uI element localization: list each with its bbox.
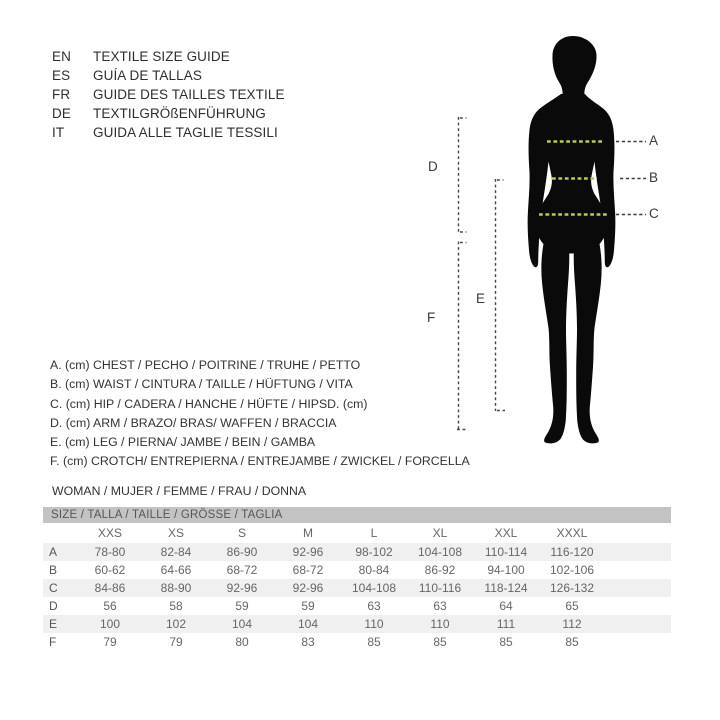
size-cell: 78-80 xyxy=(77,543,143,561)
size-cell: 85 xyxy=(499,635,513,649)
size-cell: 86-90 xyxy=(209,543,275,561)
language-title: TEXTILGRÖßENFÜHRUNG xyxy=(93,106,266,121)
size-cell-filler xyxy=(605,615,671,633)
silhouette-right-leg xyxy=(574,232,602,443)
language-title-list xyxy=(52,47,285,142)
row-label: D xyxy=(49,599,58,613)
size-header-filler xyxy=(605,523,671,543)
language-title: TEXTILE SIZE GUIDE xyxy=(93,49,230,64)
size-cell: 59 xyxy=(301,599,315,613)
size-cell: 84-86 xyxy=(77,579,143,597)
size-cell: 86-92 xyxy=(424,563,456,577)
language-row xyxy=(52,85,285,104)
size-cell: 85 xyxy=(565,635,579,649)
row-label: A xyxy=(43,543,77,561)
language-row xyxy=(52,123,285,142)
size-cell: 63 xyxy=(433,599,447,613)
size-cell: 68-72 xyxy=(226,563,258,577)
table-row xyxy=(43,633,671,651)
size-cell: 64 xyxy=(499,599,513,613)
measure-label-arm: D xyxy=(428,159,438,174)
measure-label-chest: A xyxy=(649,133,659,148)
size-cell: 58 xyxy=(169,599,183,613)
legend-line-chest: A. (cm) CHEST / PECHO / POITRINE / TRUHE / PETTO xyxy=(50,358,361,372)
size-cell: 92-96 xyxy=(209,579,275,597)
size-cell-filler xyxy=(605,633,671,651)
language-title: GUIDE DES TAILLES TEXTILE xyxy=(93,87,285,102)
row-label: E xyxy=(43,615,77,633)
measure-label-crotch: F xyxy=(427,310,436,325)
language-title: GUÍA DE TALLAS xyxy=(93,68,202,83)
measure-label-waist: B xyxy=(649,170,659,185)
size-cell: 63 xyxy=(367,599,381,613)
size-cell-filler xyxy=(605,579,671,597)
size-cell: 60-62 xyxy=(94,563,126,577)
size-cell: 68-72 xyxy=(292,563,324,577)
legend-line-waist: B. (cm) WAIST / CINTURA / TAILLE / HÜFTUNG / VITA xyxy=(50,377,353,392)
silhouette-left-leg xyxy=(541,232,569,443)
size-cell: 80-84 xyxy=(358,563,390,577)
table-row xyxy=(43,597,671,615)
language-title: GUIDA ALLE TAGLIE TESSILI xyxy=(93,125,278,140)
language-code: FR xyxy=(52,87,71,102)
size-cell-filler xyxy=(605,597,671,615)
size-cell: 126-132 xyxy=(539,579,605,597)
size-cell: 110-116 xyxy=(407,579,473,597)
language-row xyxy=(52,66,285,85)
size-cell: 79 xyxy=(169,635,183,649)
size-cell: 116-120 xyxy=(539,543,605,561)
language-code: IT xyxy=(52,125,65,140)
table-row xyxy=(43,579,671,597)
table-row xyxy=(43,543,671,561)
size-cell: 118-124 xyxy=(473,579,539,597)
size-cell: 104-108 xyxy=(407,543,473,561)
size-header: XXS xyxy=(97,526,122,540)
size-cell: 110 xyxy=(407,615,473,633)
woman-silhouette xyxy=(528,36,616,443)
size-cell: 83 xyxy=(301,635,315,649)
size-table xyxy=(43,507,671,651)
language-code: ES xyxy=(52,68,71,83)
language-row xyxy=(52,47,285,66)
size-cell: 104 xyxy=(209,615,275,633)
size-table-title: SIZE / TALLA / TAILLE / GRÖSSE / TAGLIA xyxy=(43,507,671,523)
legend-line-hip: C. (cm) HIP / CADERA / HANCHE / HÜFTE / HIPSD. (cm) xyxy=(50,396,368,411)
measure-label-hip: C xyxy=(649,206,659,221)
measure-label-leg: E xyxy=(476,291,486,306)
size-cell: 111 xyxy=(473,615,539,633)
size-cell: 100 xyxy=(77,615,143,633)
size-header: XXXL xyxy=(556,526,588,540)
size-cell: 94-100 xyxy=(487,563,525,577)
language-code: DE xyxy=(52,106,71,121)
legend-line-crotch: F. (cm) CROTCH/ ENTREPIERNA / ENTREJAMBE / ZWICKEL / FORCELLA xyxy=(50,454,470,469)
size-cell: 65 xyxy=(565,599,579,613)
row-label: F xyxy=(49,635,57,649)
row-label: B xyxy=(49,563,58,577)
table-row xyxy=(43,561,671,579)
size-cell: 112 xyxy=(539,615,605,633)
size-cell: 102-106 xyxy=(549,563,595,577)
size-header-empty xyxy=(43,523,77,543)
size-cell-filler xyxy=(605,561,671,579)
size-cell: 82-84 xyxy=(143,543,209,561)
size-header: XXL xyxy=(494,526,518,540)
size-cell: 110-114 xyxy=(473,543,539,561)
size-header: XL xyxy=(432,526,448,540)
size-cell: 59 xyxy=(235,599,249,613)
size-header: XS xyxy=(167,526,184,540)
size-cell: 104 xyxy=(275,615,341,633)
legend-line-arm: D. (cm) ARM / BRAZO/ BRAS/ WAFFEN / BRACCIA xyxy=(50,415,337,430)
row-label: C xyxy=(43,579,77,597)
size-header-row xyxy=(43,523,671,543)
gender-heading: WOMAN / MUJER / FEMME / FRAU / DONNA xyxy=(52,484,307,498)
size-cell: 102 xyxy=(143,615,209,633)
measurement-legend xyxy=(50,356,470,472)
size-header: M xyxy=(303,526,313,540)
size-cell: 64-66 xyxy=(160,563,192,577)
size-header: S xyxy=(237,526,246,540)
size-cell: 80 xyxy=(235,635,249,649)
size-cell: 92-96 xyxy=(275,579,341,597)
size-cell: 104-108 xyxy=(341,579,407,597)
size-cell: 98-102 xyxy=(341,543,407,561)
size-cell: 110 xyxy=(341,615,407,633)
size-header: L xyxy=(370,526,378,540)
size-cell: 79 xyxy=(103,635,117,649)
size-cell: 85 xyxy=(367,635,381,649)
language-row xyxy=(52,104,285,123)
size-cell: 56 xyxy=(103,599,117,613)
size-cell: 92-96 xyxy=(275,543,341,561)
language-code: EN xyxy=(52,49,71,64)
size-cell: 88-90 xyxy=(143,579,209,597)
size-cell-filler xyxy=(605,543,671,561)
size-cell: 85 xyxy=(433,635,447,649)
table-row xyxy=(43,615,671,633)
legend-line-leg: E. (cm) LEG / PIERNA/ JAMBE / BEIN / GAMBA xyxy=(50,435,316,450)
